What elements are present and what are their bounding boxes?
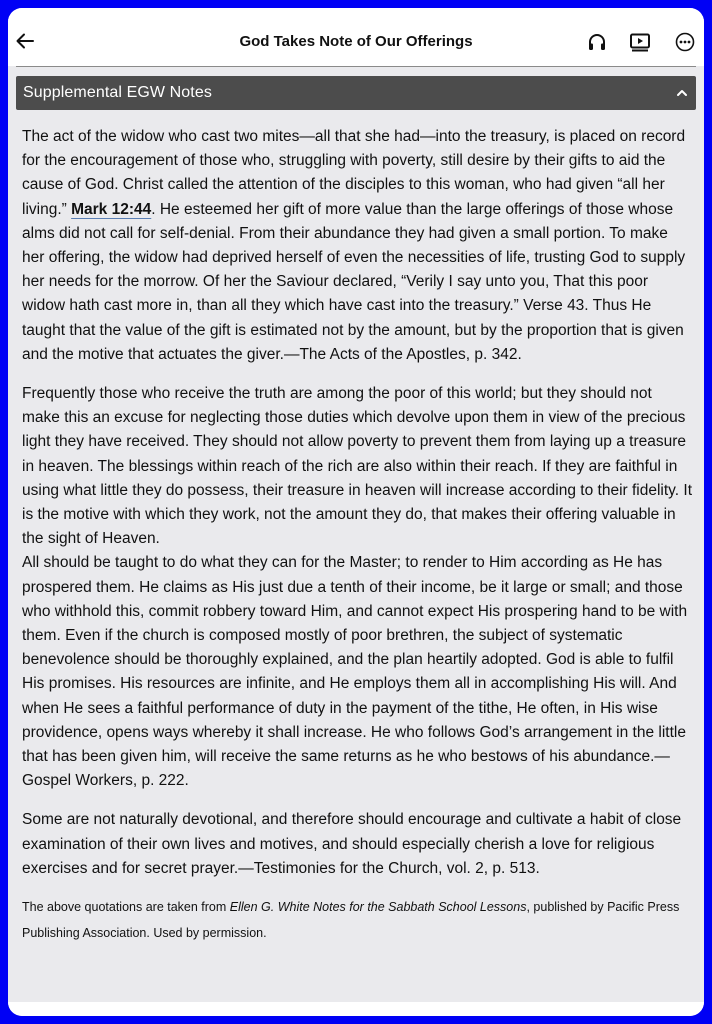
paragraph-text: . He esteemed her gift of more value than the large offerings of those whose alms did not call for self-denial. From their abundance they had given a small portion. To make her offering, the widow had deprived herself of even the necessities of life, trusting God to supply her needs for the morrow. Of her the Saviour declared, “Verily I say unto you, That this poor widow hath cast more in, than all they which have cast into the treasury.” Verse 43. Thus He taught that the value of the gift is estimated not by the amount, but by the proportion that is given and the motive that actuates the giver.—The Acts of the Apostles, p. 342. [22,200,686,363]
page-title: God Takes Note of Our Offerings [239,33,473,50]
audio-button[interactable] [585,30,609,54]
video-button[interactable] [628,30,652,54]
top-bar [8,8,704,66]
section-header-egw-notes[interactable] [16,76,696,110]
paragraph-text: The act of the widow who cast two mites—all that she had—into the treasury, is placed on record for the encouragement of those who, struggling with poverty, still desire by their gifts to aid the cause of God. Christ called the attention of the disciples to this woman, who had given “all her living.” [22,128,686,218]
paragraph-systematic-benevolence: All should be taught to do what they can for the Master; to render to Him according as He has prospered them. He claims as His just due a tenth of their income, be it large or small; and those who withhold this, commit robbery toward Him, and cannot expect His prospering hand to be with them. Even if the church is composed mostly of poor brethren, the subject of systematic benevolence should be thoroughly explained, and the plan heartily adopted. God is able to fulfil His promises. His resources are infinite, and He employs them all in accomplishing His will. And when He sees a faithful performance of duty in the payment of the tithe, He often, in His wise providence, opens ways whereby it shall increase. He who follows God’s arrangement in the little that has been given him, will receive the same returns as he who bestows of his abundance.—Gospel Workers, p. 222. [22,554,688,790]
headphones-icon [587,32,607,52]
more-options-icon [675,32,695,52]
bottom-bar [8,1002,704,1016]
play-video-icon [629,32,651,52]
scripture-link-mark-12-44[interactable]: Mark 12:44 [71,200,152,218]
paragraph-poor-of-world: Frequently those who receive the truth are among the poor of this world; but they should not make this an excuse for neglecting those duties which devolve upon them in view of the precious light they have received. They should not allow poverty to prevent them from laying up a treasure in heaven. The blessings within reach of the rich are also within their reach. If they are faithful in using what little they do possess, their treasure in heaven will increase according to their fidelity. It is the motive with which they work, not the amount they do, that makes their offering valuable in the sight of Heaven. [22,385,692,548]
credit-text: , published by Pacific Press Publishing Association. Used by permission. [22,900,680,941]
credit-book-title: Ellen G. White Notes for the Sabbath School Lessons [229,900,527,915]
more-options-button[interactable] [673,30,697,54]
notes-content [22,125,694,946]
header-divider [16,66,696,67]
section-title: Supplemental EGW Notes [23,84,212,101]
chevron-up-icon[interactable] [676,88,688,98]
paragraph-widow-mites [22,125,694,367]
paragraph-devotional: Some are not naturally devotional, and therefore should encourage and cultivate a habit of close examination of their own lives and motives, and should especially cherish a love for religious exercises and for secret prayer.—Testimonies for the Church, vol. 2, p. 513. [22,811,682,877]
app-frame [8,8,704,1016]
credit-text: The above quotations are taken from [22,900,230,915]
permission-credit [22,894,694,946]
